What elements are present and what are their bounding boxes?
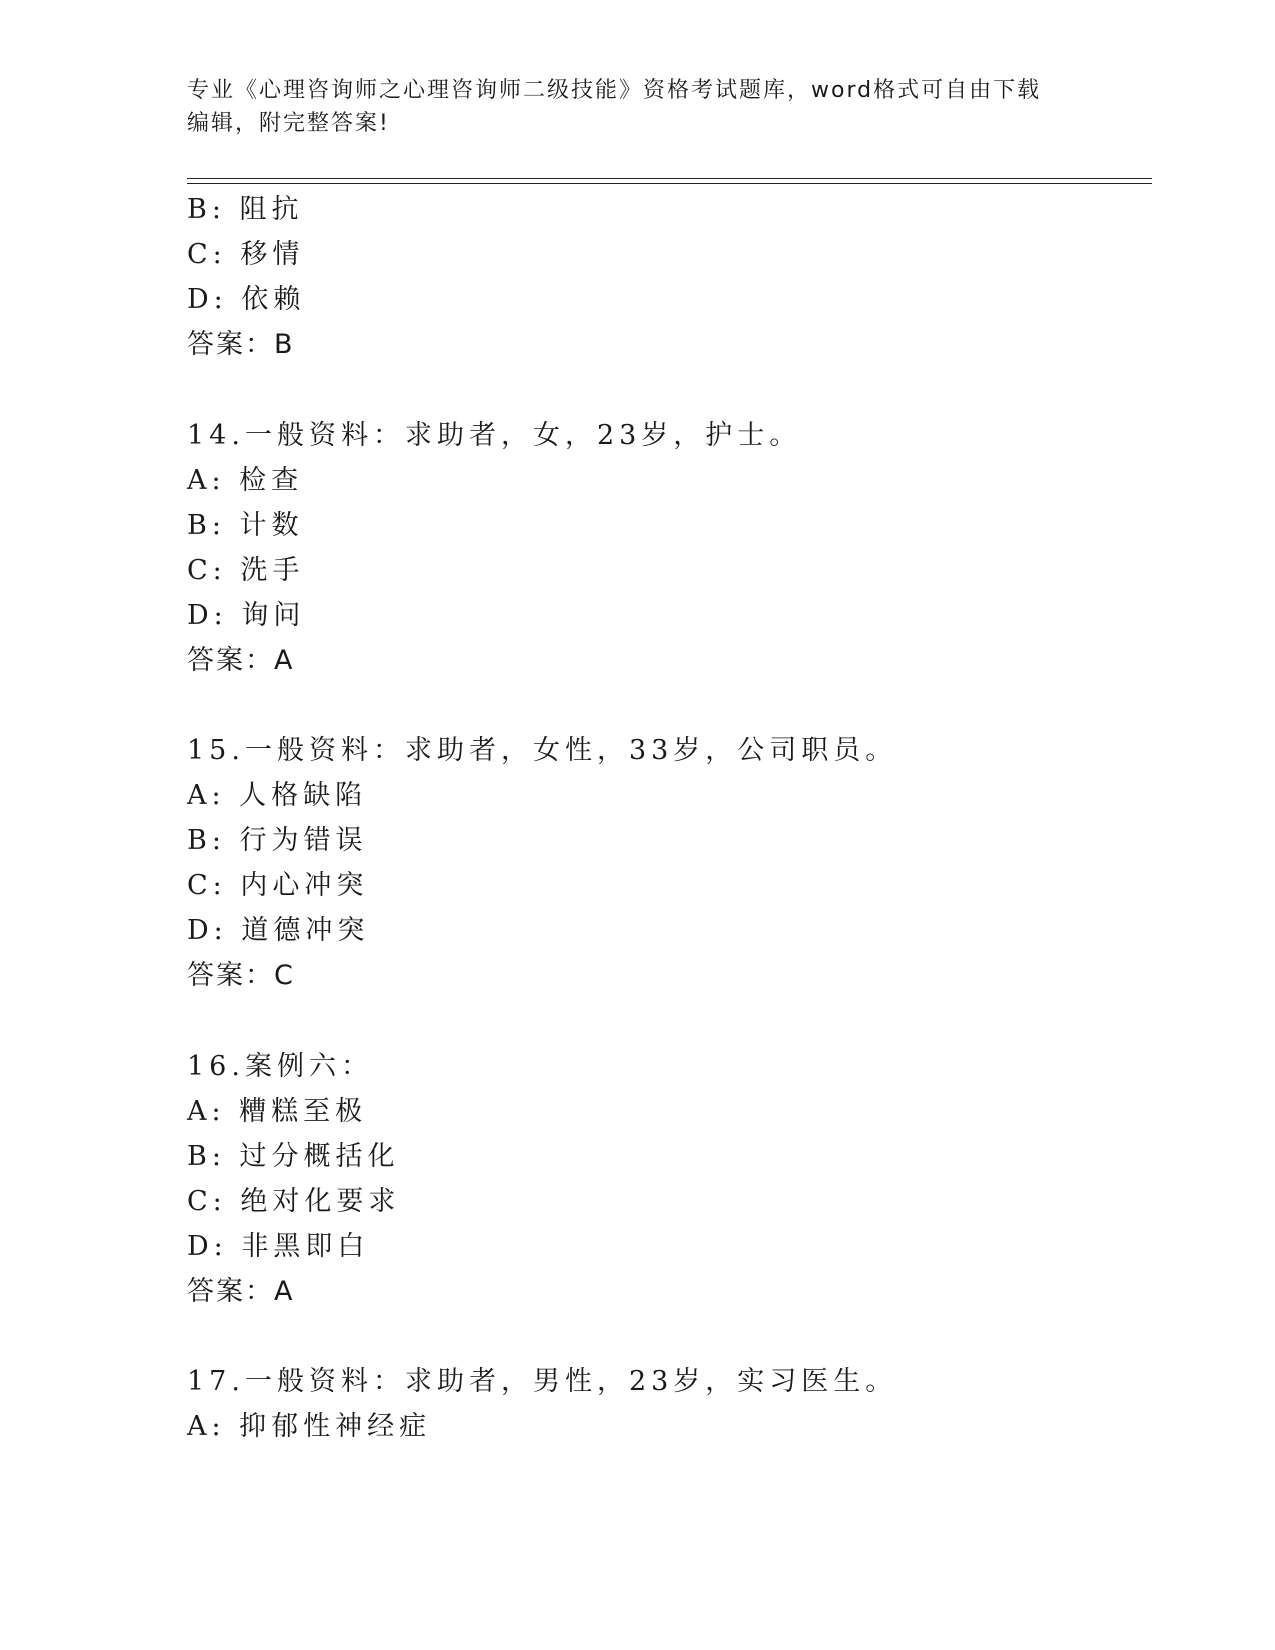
option-d: D: 依赖 [187,284,306,315]
question-14: 14.一般资料：求助者，女，23岁，护士。 [187,420,802,451]
header-line-1: 专业《心理咨询师之心理咨询师二级技能》资格考试题库，word格式可自由下载 [187,78,1042,103]
question-16: 16.案例六： [187,1051,373,1082]
option-b: B: 行为错误 [187,825,368,856]
answer: 答案：B [187,329,295,360]
option-a: A: 人格缺陷 [187,780,368,811]
header-divider-top [187,178,1152,179]
option-d: D: 询问 [187,600,306,631]
option-a: A: 抑郁性神经症 [187,1411,432,1442]
header-line-2: 编辑，附完整答案! [187,111,390,136]
option-c: C: 洗手 [187,555,305,586]
option-c: C: 内心冲突 [187,870,369,901]
option-b: B: 过分概括化 [187,1141,400,1172]
option-c: C: 绝对化要求 [187,1186,401,1217]
answer: 答案：A [187,645,295,676]
option-a: A: 糟糕至极 [187,1096,368,1127]
option-d: D: 非黑即白 [187,1231,370,1262]
question-15: 15.一般资料：求助者，女性，33岁，公司职员。 [187,735,898,766]
header-divider-bottom [187,183,1152,184]
document-header [187,74,1087,140]
option-a: A: 检查 [187,465,304,496]
answer: 答案：C [187,960,295,991]
answer: 答案：A [187,1276,295,1307]
question-17: 17.一般资料：求助者，男性，23岁，实习医生。 [187,1366,898,1397]
option-b: B: 计数 [187,510,304,541]
option-d: D: 道德冲突 [187,915,370,946]
option-c: C: 移情 [187,239,305,270]
option-b: B: 阻抗 [187,194,304,225]
